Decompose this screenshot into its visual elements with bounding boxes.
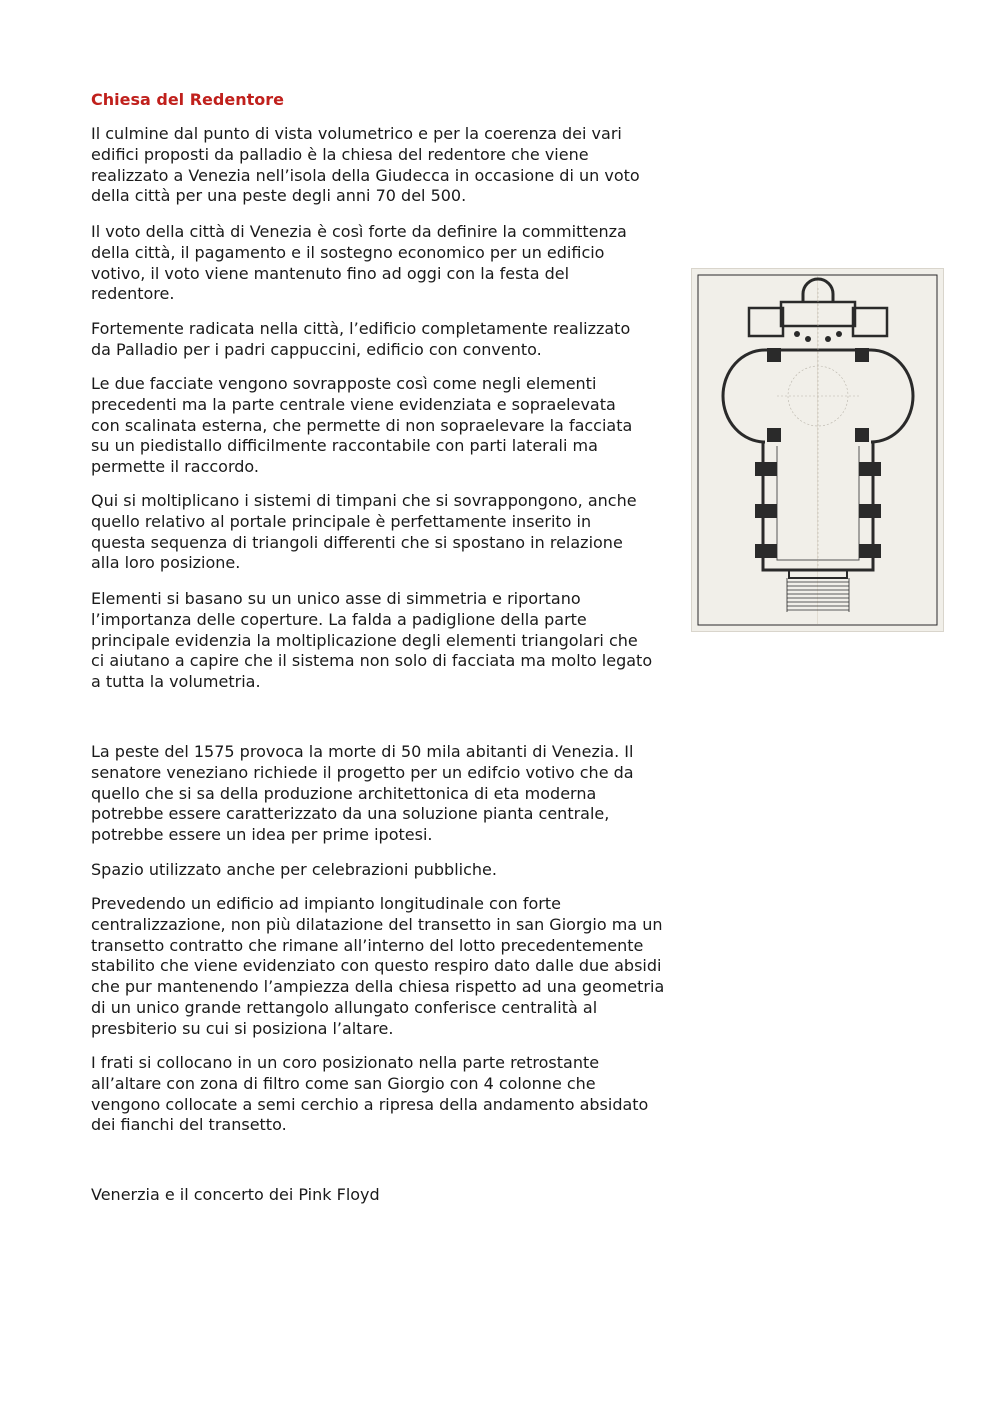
floor-plan-drawing — [691, 268, 944, 632]
floor-plan-image — [691, 268, 944, 632]
paragraph-5: Qui si moltiplicano i sistemi di timpani che si sovrappongono, anche quello relativo al portale principale è perfettamente inserito in questa sequenza di triangoli differenti che si spostano in relazione alla loro posizione. — [91, 491, 637, 573]
paragraph-9: Prevedendo un edificio ad impianto longitudinale con forte centralizzazione, non più dilatazione del transetto in san Giorgio ma un transetto contratto che rimane all’interno del lotto precedentemente stabilito che viene evidenziato con questo respiro dato dalle due absidi che pur mantenendo l’ampiezza della chiesa rispetto ad una geometria di un unico grande rettangolo allungato conferisce centralità al presbiterio su cui si posiziona l’altare. — [91, 894, 665, 1038]
paragraph-2: Il voto della città di Venezia è così forte da definire la committenza della città, il pagamento e il sostegno economico per un edificio votivo, il voto viene mantenuto fino ad oggi con la festa del redentore. — [91, 222, 627, 304]
paragraph-8: Spazio utilizzato anche per celebrazioni pubbliche. — [91, 860, 497, 879]
paragraph-7: La peste del 1575 provoca la morte di 50 mila abitanti di Venezia. Il senatore veneziano richiede il progetto per un edifcio votivo che da quello che si sa della produzione architettonica di eta moderna potrebbe essere caratterizzato da una soluzione pianta centrale, potrebbe essere un idea per prime ipotesi. — [91, 742, 634, 845]
paragraph-1: Il culmine dal punto di vista volumetrico e per la coerenza dei vari edifici proposti da palladio è la chiesa del redentore che viene realizzato a Venezia nell’isola della Giudecca in occasione di un voto della città per una peste degli anni 70 del 500. — [91, 124, 640, 206]
document-title: Chiesa del Redentore — [91, 90, 284, 109]
paragraph-4: Le due facciate vengono sovrapposte così come negli elementi precedenti ma la parte centrale viene evidenziata e sopraelevata con scalinata esterna, che permette di non sopraelevare la facciata su un piedistallo difficilmente raccontabile con parti laterali ma permette il raccordo. — [91, 374, 633, 477]
paragraph-3: Fortemente radicata nella città, l’edificio completamente realizzato da Palladio per i padri cappuccini, edificio con convento. — [91, 319, 631, 359]
paragraph-11: Venerzia e il concerto dei Pink Floyd — [91, 1185, 380, 1204]
paragraph-6: Elementi si basano su un unico asse di simmetria e riportano l’importanza delle coperture. La falda a padiglione della parte principale evidenzia la moltiplicazione degli elementi triangolari che ci aiutano a capire che il sistema non solo di facciata ma molto legato a tutta la volumetria. — [91, 589, 653, 692]
paragraph-10: I frati si collocano in un coro posizionato nella parte retrostante all’altare con zona di filtro come san Giorgio con 4 colonne che vengono collocate a semi cerchio a ripresa della andamento absidato dei fianchi del transetto. — [91, 1053, 649, 1135]
